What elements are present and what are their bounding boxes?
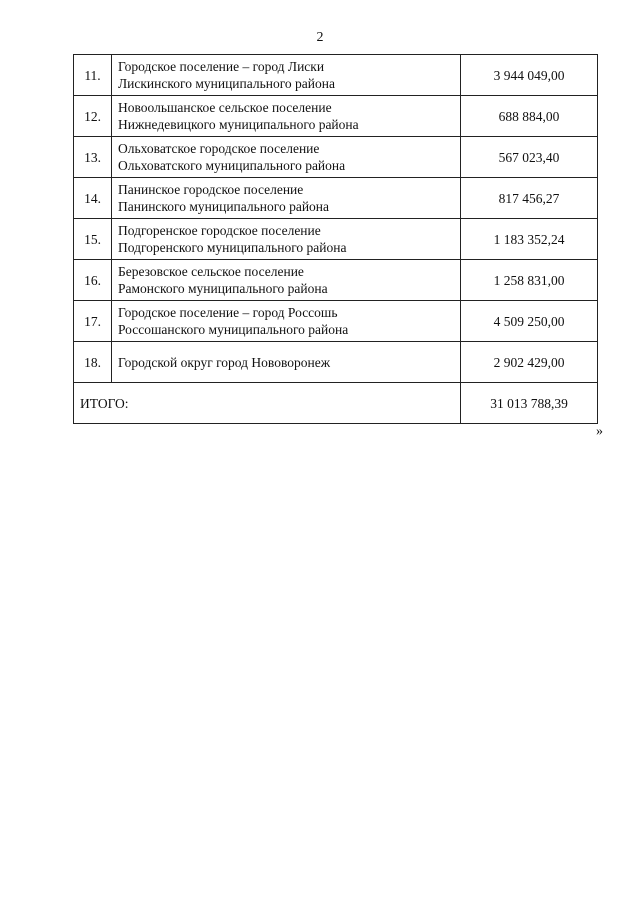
row-number: 11. xyxy=(74,55,112,96)
municipality-name xyxy=(112,301,461,342)
municipality-name-line1: Новоольшанское сельское поселение xyxy=(118,100,332,115)
amount-cell: 1 258 831,00 xyxy=(461,260,598,301)
municipality-name-line2: Рамонского муниципального района xyxy=(118,281,328,296)
amount-cell: 567 023,40 xyxy=(461,137,598,178)
municipality-name xyxy=(112,219,461,260)
municipality-name-line1: Панинское городское поселение xyxy=(118,182,304,197)
municipality-name-line1: Городской округ город Нововоронеж xyxy=(118,354,331,370)
municipality-name-line2: Ольховатского муниципального района xyxy=(118,158,346,173)
amount-cell: 2 902 429,00 xyxy=(461,342,598,383)
table-row xyxy=(74,55,598,96)
municipality-name-line1: Подгоренское городское поселение xyxy=(118,223,321,238)
municipality-name-line1: Городское поселение – город Лиски xyxy=(118,59,325,74)
table-row xyxy=(74,178,598,219)
total-label: ИТОГО: xyxy=(74,383,461,424)
amount-cell: 1 183 352,24 xyxy=(461,219,598,260)
municipality-name xyxy=(112,96,461,137)
row-number: 14. xyxy=(74,178,112,219)
amount-cell: 4 509 250,00 xyxy=(461,301,598,342)
municipality-name xyxy=(112,260,461,301)
amount-cell: 688 884,00 xyxy=(461,96,598,137)
table-row xyxy=(74,219,598,260)
table-row xyxy=(74,260,598,301)
total-row xyxy=(74,383,598,424)
total-amount: 31 013 788,39 xyxy=(461,383,598,424)
row-number: 18. xyxy=(74,342,112,383)
municipality-name-line1: Ольховатское городское поселение xyxy=(118,141,320,156)
page-number: 2 xyxy=(316,30,324,45)
municipality-name-line2: Россошанского муниципального района xyxy=(118,322,349,337)
municipality-name xyxy=(112,137,461,178)
allocation-table xyxy=(73,54,598,424)
row-number: 16. xyxy=(74,260,112,301)
table-row xyxy=(74,137,598,178)
amount-cell: 817 456,27 xyxy=(461,178,598,219)
table-row xyxy=(74,96,598,137)
table-row xyxy=(74,342,598,383)
row-number: 12. xyxy=(74,96,112,137)
municipality-name-line2: Нижнедевицкого муниципального района xyxy=(118,117,359,132)
municipality-name-line2: Лискинского муниципального района xyxy=(118,76,335,91)
row-number: 13. xyxy=(74,137,112,178)
municipality-name-line1: Березовское сельское поселение xyxy=(118,264,304,279)
amount-cell: 3 944 049,00 xyxy=(461,55,598,96)
municipality-name xyxy=(112,55,461,96)
row-number: 15. xyxy=(74,219,112,260)
municipality-name xyxy=(112,178,461,219)
municipality-name-line2: Подгоренского муниципального района xyxy=(118,240,347,255)
municipality-name xyxy=(112,342,461,383)
table-row xyxy=(74,301,598,342)
row-number: 17. xyxy=(74,301,112,342)
municipality-name-line1: Городское поселение – город Россошь xyxy=(118,305,338,320)
closing-quote-mark: » xyxy=(596,424,603,439)
municipality-name-line2: Панинского муниципального района xyxy=(118,199,330,214)
